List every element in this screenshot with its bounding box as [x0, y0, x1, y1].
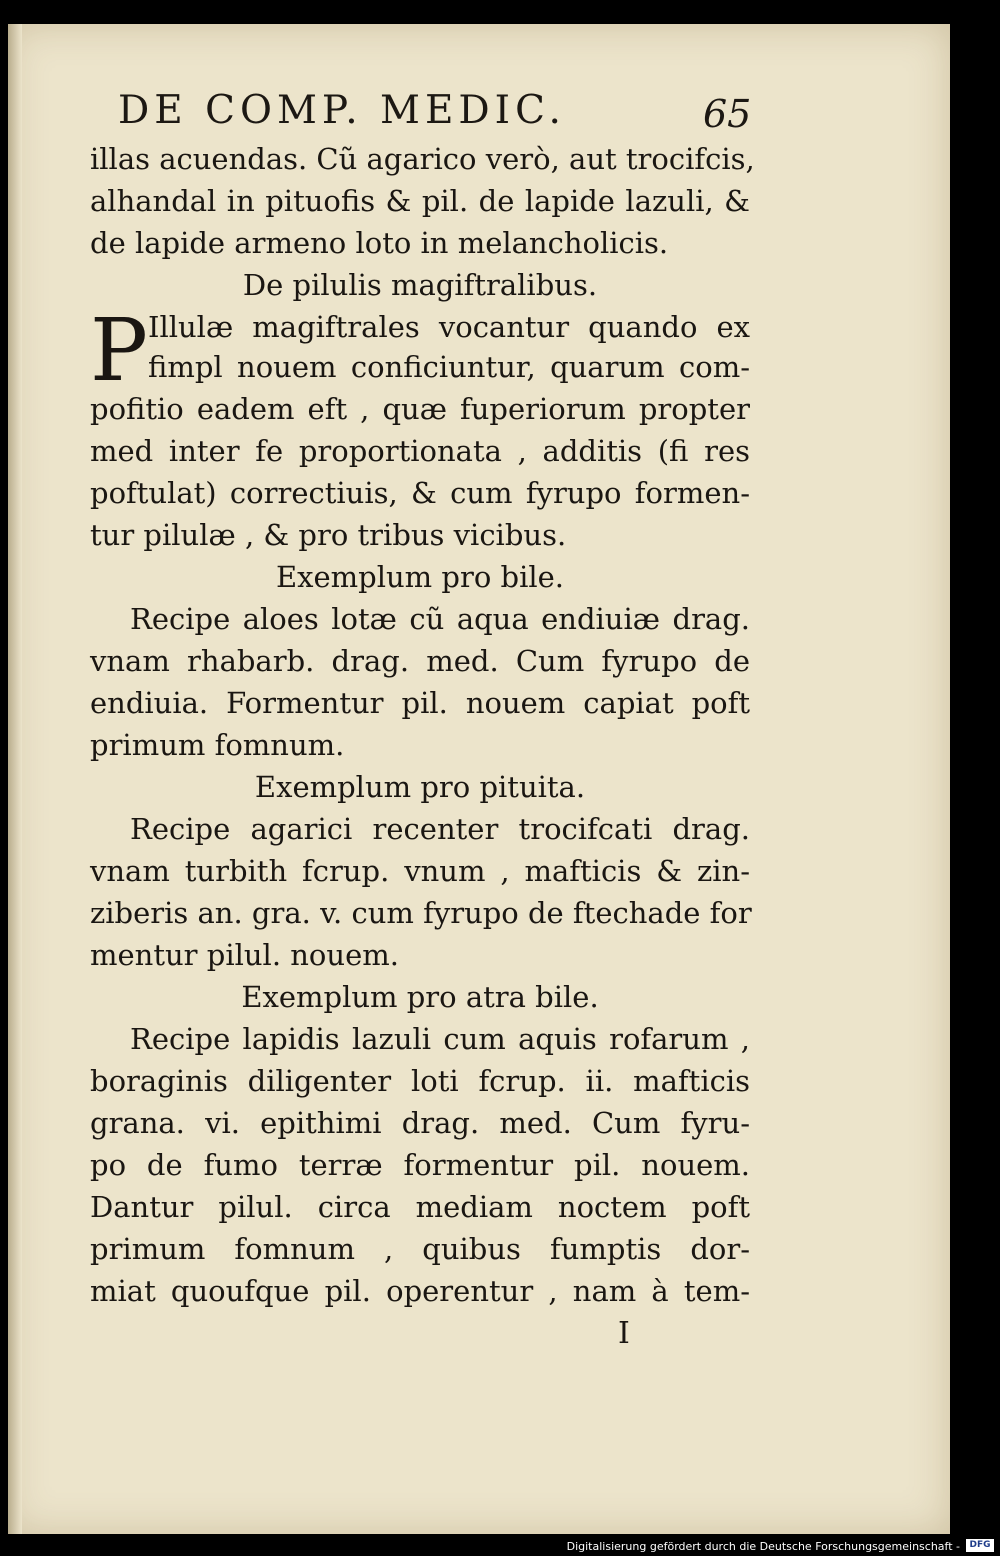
text-line: vnam turbith fcrup. vnum , mafticis & zin-: [90, 854, 750, 888]
text-line: primum fomnum.: [90, 728, 345, 762]
text-line: endiuia. Formentur pil. nouem capiat poft: [90, 686, 750, 720]
text-line: po de fumo terræ formentur pil. nouem.: [90, 1148, 750, 1182]
running-head: DE COMP. MEDIC.: [118, 88, 566, 133]
footer-bar: [0, 1534, 1000, 1556]
text-line: alhandal in pituofis & pil. de lapide lazuli, &: [90, 184, 750, 218]
text-line: illas acuendas. Cũ agarico verò, aut trocifcis,: [90, 142, 755, 176]
text-line: de lapide armeno loto in melancholicis.: [90, 226, 669, 260]
section-heading: Exemplum pro bile.: [275, 560, 565, 594]
text-line: fimpl nouem conficiuntur, quarum com-: [148, 350, 750, 384]
text-line: pofitio eadem eft , quæ fuperiorum propter: [90, 392, 750, 426]
text-line: tur pilulæ , & pro tribus vicibus.: [90, 518, 567, 552]
text-line: primum fomnum , quibus fumptis dor-: [90, 1232, 750, 1266]
text-line: Dantur pilul. circa mediam noctem poft: [90, 1190, 750, 1224]
text-line: ziberis an. gra. v. cum fyrupo de ftechade for: [90, 896, 752, 930]
text-line: Recipe aloes lotæ cũ aqua endiuiæ drag.: [130, 602, 750, 636]
text-line: miat quoufque pil. operentur , nam à tem-: [90, 1274, 750, 1308]
text-line: med inter fe proportionata , additis (fi res: [90, 434, 750, 468]
text-line: Illulæ magiftrales vocantur quando ex: [148, 310, 750, 344]
text-line: boraginis diligenter loti fcrup. ii. mafticis: [90, 1064, 750, 1098]
text-line: Recipe lapidis lazuli cum aquis rofarum ,: [130, 1022, 750, 1056]
text-line: poftulat) correctiuis, & cum fyrupo formen-: [90, 476, 750, 510]
footer-credit: Digitalisierung gefördert durch die Deutsche Forschungsgemeinschaft -: [566, 1540, 960, 1553]
section-heading: Exemplum pro atra bile.: [241, 980, 599, 1014]
page-number: 65: [703, 92, 752, 136]
drop-cap-initial: P: [90, 301, 148, 401]
section-heading: Exemplum pro pituita.: [254, 770, 586, 804]
text-line: mentur pilul. nouem.: [90, 938, 399, 972]
text-line: grana. vi. epithimi drag. med. Cum fyru-: [90, 1106, 750, 1140]
signature-mark: I: [618, 1316, 630, 1351]
text-line: vnam rhabarb. drag. med. Cum fyrupo de: [90, 644, 750, 678]
text-line: Recipe agarici recenter trocifcati drag.: [130, 812, 750, 846]
book-page: [8, 24, 950, 1534]
page-binding-shadow: [8, 24, 22, 1534]
dfg-logo: DFG: [966, 1539, 994, 1552]
section-heading: De pilulis magiftralibus.: [242, 268, 598, 302]
